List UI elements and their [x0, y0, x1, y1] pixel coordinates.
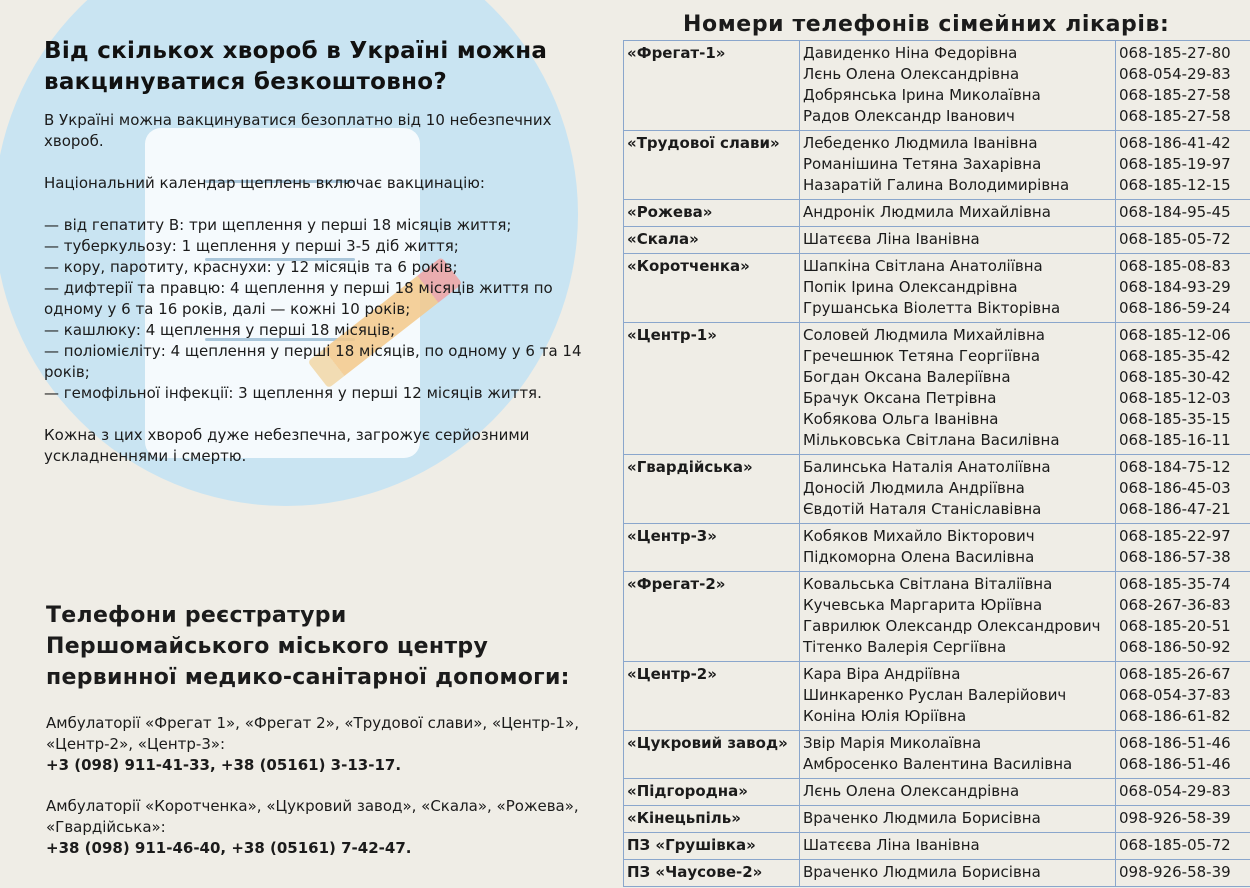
doctor-phone: 068-186-59-24: [1119, 299, 1231, 317]
table-row: [624, 41, 1250, 131]
doctor-names-cell: [800, 200, 1116, 227]
doctor-phones-cell: [1116, 455, 1250, 524]
vaccination-intro: В Україні можна вакцинуватися безоплатно від 10 небезпечних хвороб.: [44, 111, 552, 150]
doctor-phones-cell: [1116, 323, 1250, 455]
doctor-name: Кучевська Маргарита Юріївна: [803, 596, 1043, 614]
doctor-names-cell: [800, 455, 1116, 524]
doctor-phone: 068-054-29-83: [1119, 782, 1231, 800]
doctor-name: Богдан Оксана Валеріївна: [803, 368, 1011, 386]
doctor-name: Лєнь Олена Олександрівна: [803, 65, 1020, 83]
doctor-name: Шатєєва Ліна Іванівна: [803, 836, 980, 854]
ambulatory-name: «Центр-1»: [624, 323, 800, 455]
registry-block-2: [46, 796, 606, 859]
doctor-phone: 098-926-58-39: [1119, 863, 1231, 881]
doctor-name: Брачук Оксана Петрівна: [803, 389, 997, 407]
ambulatory-name: ПЗ «Грушівка»: [624, 833, 800, 860]
vaccination-item: — дифтерії та правцю: 4 щеплення у перші 18 місяців життя по одному у 6 та 16 років, далі — кожні 10 років;: [44, 279, 553, 318]
doctor-phone: 068-185-35-74: [1119, 575, 1231, 593]
doctor-name: Попік Ірина Олександрівна: [803, 278, 1018, 296]
doctor-name: Гречешнюк Тетяна Георгіївна: [803, 347, 1041, 365]
vaccination-conclusion: Кожна з цих хвороб дуже небезпечна, загрожує серйозними ускладненнями і смертю.: [44, 426, 530, 465]
doctor-name: Лєнь Олена Олександрівна: [803, 782, 1020, 800]
doctor-phone: 068-185-20-51: [1119, 617, 1231, 635]
doctor-name: Мільковська Світлана Василівна: [803, 431, 1060, 449]
doctor-name: Враченко Людмила Борисівна: [803, 863, 1041, 881]
doctor-phone: 068-184-95-45: [1119, 203, 1231, 221]
doctor-name: Радов Олександр Іванович: [803, 107, 1015, 125]
doctor-phone: 068-185-27-58: [1119, 107, 1231, 125]
doctor-phone: 068-184-93-29: [1119, 278, 1231, 296]
doctor-phones-cell: [1116, 254, 1250, 323]
doctor-names-cell: [800, 524, 1116, 572]
doctor-phone: 068-185-35-15: [1119, 410, 1231, 428]
table-row: [624, 806, 1250, 833]
ambulatory-name: «Фрегат-1»: [624, 41, 800, 131]
ambulatory-name: «Трудової слави»: [624, 131, 800, 200]
doctor-phone: 068-185-35-42: [1119, 347, 1231, 365]
table-row: [624, 323, 1250, 455]
registry-block-1: [46, 713, 606, 776]
vaccination-title: Від скількох хвороб в Україні можна вакцинуватися безкоштовно?: [44, 38, 548, 95]
ambulatory-name: «Центр-2»: [624, 662, 800, 731]
doctor-name: Романішина Тетяна Захарівна: [803, 155, 1042, 173]
table-row: [624, 455, 1250, 524]
doctor-name: Соловей Людмила Михайлівна: [803, 326, 1045, 344]
vaccination-item: — кору, паротиту, краснухи: у 12 місяців та 6 років;: [44, 258, 458, 276]
doctors-title: Номери телефонів сімейних лікарів:: [683, 12, 1170, 37]
doctor-phone: 068-186-61-82: [1119, 707, 1231, 725]
doctor-names-cell: [800, 41, 1116, 131]
registry-block-1-phones: +3 (098) 911-41-33, +38 (05161) 3-13-17.: [46, 756, 402, 774]
doctor-names-cell: [800, 254, 1116, 323]
doctor-name: Лебеденко Людмила Іванівна: [803, 134, 1038, 152]
vaccination-item: — туберкульозу: 1 щеплення у перші 3-5 діб життя;: [44, 237, 459, 255]
doctor-name: Амбросенко Валентина Василівна: [803, 755, 1073, 773]
ambulatory-name: «Коротченка»: [624, 254, 800, 323]
doctor-names-cell: [800, 806, 1116, 833]
doctor-phone: 068-186-41-42: [1119, 134, 1231, 152]
doctor-name: Добрянська Ірина Миколаївна: [803, 86, 1041, 104]
vaccination-item: — кашлюку: 4 щеплення у перші 18 місяців;: [44, 321, 396, 339]
table-row: [624, 662, 1250, 731]
doctor-name: Ковальська Світлана Віталіївна: [803, 575, 1053, 593]
doctor-phone: 068-185-27-58: [1119, 86, 1231, 104]
doctor-names-cell: [800, 779, 1116, 806]
doctor-name: Доносій Людмила Андріївна: [803, 479, 1025, 497]
doctor-phone: 068-185-26-67: [1119, 665, 1231, 683]
doctor-phone: 068-185-08-83: [1119, 257, 1231, 275]
doctor-phone: 068-186-45-03: [1119, 479, 1231, 497]
doctor-phones-cell: [1116, 860, 1250, 887]
doctor-phone: 068-185-05-72: [1119, 230, 1231, 248]
doctor-names-cell: [800, 227, 1116, 254]
doctor-phone: 068-186-57-38: [1119, 548, 1231, 566]
ambulatory-name: «Центр-3»: [624, 524, 800, 572]
doctor-names-cell: [800, 323, 1116, 455]
doctor-name: Балинська Наталія Анатоліївна: [803, 458, 1051, 476]
table-row: [624, 254, 1250, 323]
ambulatory-name: «Цукровий завод»: [624, 731, 800, 779]
table-row: [624, 572, 1250, 662]
doctor-names-cell: [800, 833, 1116, 860]
table-row: [624, 131, 1250, 200]
doctor-names-cell: [800, 572, 1116, 662]
table-row: [624, 833, 1250, 860]
doctor-names-cell: [800, 131, 1116, 200]
registry-block-1-text: Амбулаторії «Фрегат 1», «Фрегат 2», «Трудової слави», «Центр-1», «Центр-2», «Центр-3»:: [46, 714, 579, 753]
table-row: [624, 524, 1250, 572]
doctor-name: Гаврилюк Олександр Олександрович: [803, 617, 1101, 635]
doctor-name: Враченко Людмила Борисівна: [803, 809, 1041, 827]
doctor-name: Грушанська Віолетта Вікторівна: [803, 299, 1061, 317]
doctor-name: Кобякова Ольга Іванівна: [803, 410, 999, 428]
doctor-name: Назаратій Галина Володимирівна: [803, 176, 1070, 194]
ambulatory-name: «Підгородна»: [624, 779, 800, 806]
doctor-name: Давиденко Ніна Федорівна: [803, 44, 1018, 62]
doctor-phone: 068-185-12-03: [1119, 389, 1231, 407]
doctor-phones-cell: [1116, 227, 1250, 254]
doctor-name: Коніна Юлія Юріївна: [803, 707, 967, 725]
doctors-section: [623, 0, 1250, 888]
ambulatory-name: «Кінецьпіль»: [624, 806, 800, 833]
doctor-phone: 068-185-12-06: [1119, 326, 1231, 344]
table-row: [624, 731, 1250, 779]
doctor-phone: 068-186-51-46: [1119, 734, 1231, 752]
doctor-phone: 068-186-47-21: [1119, 500, 1231, 518]
doctor-name: Євдотій Наталя Станіславівна: [803, 500, 1042, 518]
doctor-phones-cell: [1116, 572, 1250, 662]
table-row: [624, 227, 1250, 254]
doctor-phone: 068-185-12-15: [1119, 176, 1231, 194]
doctor-phones-cell: [1116, 524, 1250, 572]
doctor-name: Кара Віра Андріївна: [803, 665, 961, 683]
doctor-phone: 068-185-19-97: [1119, 155, 1231, 173]
doctor-phones-cell: [1116, 131, 1250, 200]
table-row: [624, 200, 1250, 227]
doctor-name: Підкоморна Олена Василівна: [803, 548, 1035, 566]
doctor-phone: 068-186-50-92: [1119, 638, 1231, 656]
ambulatory-name: ПЗ «Чаусове-2»: [624, 860, 800, 887]
doctor-phones-cell: [1116, 806, 1250, 833]
doctor-phone: 068-185-16-11: [1119, 431, 1231, 449]
doctor-names-cell: [800, 860, 1116, 887]
doctor-name: Шатєєва Ліна Іванівна: [803, 230, 980, 248]
ambulatory-name: «Рожева»: [624, 200, 800, 227]
ambulatory-name: «Фрегат-2»: [624, 572, 800, 662]
doctor-phone: 098-926-58-39: [1119, 809, 1231, 827]
doctor-names-cell: [800, 662, 1116, 731]
doctors-table: [623, 40, 1250, 887]
doctor-phone: 068-184-75-12: [1119, 458, 1231, 476]
doctor-phones-cell: [1116, 41, 1250, 131]
doctor-phone: 068-185-05-72: [1119, 836, 1231, 854]
doctor-name: Звір Марія Миколаївна: [803, 734, 982, 752]
doctor-phone: 068-185-27-80: [1119, 44, 1231, 62]
vaccination-text: [44, 110, 584, 467]
doctor-phone: 068-185-30-42: [1119, 368, 1231, 386]
doctor-name: Шинкаренко Руслан Валерійович: [803, 686, 1067, 704]
registry-section: [46, 600, 606, 859]
doctor-name: Тітенко Валерія Сергіївна: [803, 638, 1007, 656]
vaccination-item: — від гепатиту В: три щеплення у перші 18 місяців життя;: [44, 216, 512, 234]
doctor-names-cell: [800, 731, 1116, 779]
doctor-name: Шапкіна Світлана Анатоліївна: [803, 257, 1043, 275]
calendar-intro: Національний календар щеплень включає вакцинацію:: [44, 174, 485, 192]
doctor-phone: 068-185-22-97: [1119, 527, 1231, 545]
table-row: [624, 779, 1250, 806]
doctor-phones-cell: [1116, 779, 1250, 806]
doctor-phone: 068-186-51-46: [1119, 755, 1231, 773]
doctor-name: Кобяков Михайло Вікторович: [803, 527, 1035, 545]
ambulatory-name: «Скала»: [624, 227, 800, 254]
doctor-phone: 068-267-36-83: [1119, 596, 1231, 614]
doctor-name: Андронік Людмила Михайлівна: [803, 203, 1051, 221]
doctor-phones-cell: [1116, 200, 1250, 227]
registry-block-2-text: Амбулаторії «Коротченка», «Цукровий завод», «Скала», «Рожева», «Гвардійська»:: [46, 797, 579, 836]
registry-block-2-phones: +38 (098) 911-46-40, +38 (05161) 7-42-47.: [46, 839, 412, 857]
doctor-phone: 068-054-37-83: [1119, 686, 1231, 704]
doctor-phones-cell: [1116, 731, 1250, 779]
table-row: [624, 860, 1250, 887]
doctor-phones-cell: [1116, 833, 1250, 860]
ambulatory-name: «Гвардійська»: [624, 455, 800, 524]
vaccination-item: — гемофільної інфекції: 3 щеплення у перші 12 місяців життя.: [44, 384, 542, 402]
vaccination-item: — поліомієліту: 4 щеплення у перші 18 місяців, по одному у 6 та 14 років;: [44, 342, 582, 381]
registry-title: Телефони реєстратури Першомайського міського центру первинної медико-санітарної допомоги:: [46, 603, 570, 690]
doctor-phones-cell: [1116, 662, 1250, 731]
vaccination-list: [44, 215, 584, 404]
doctor-phone: 068-054-29-83: [1119, 65, 1231, 83]
